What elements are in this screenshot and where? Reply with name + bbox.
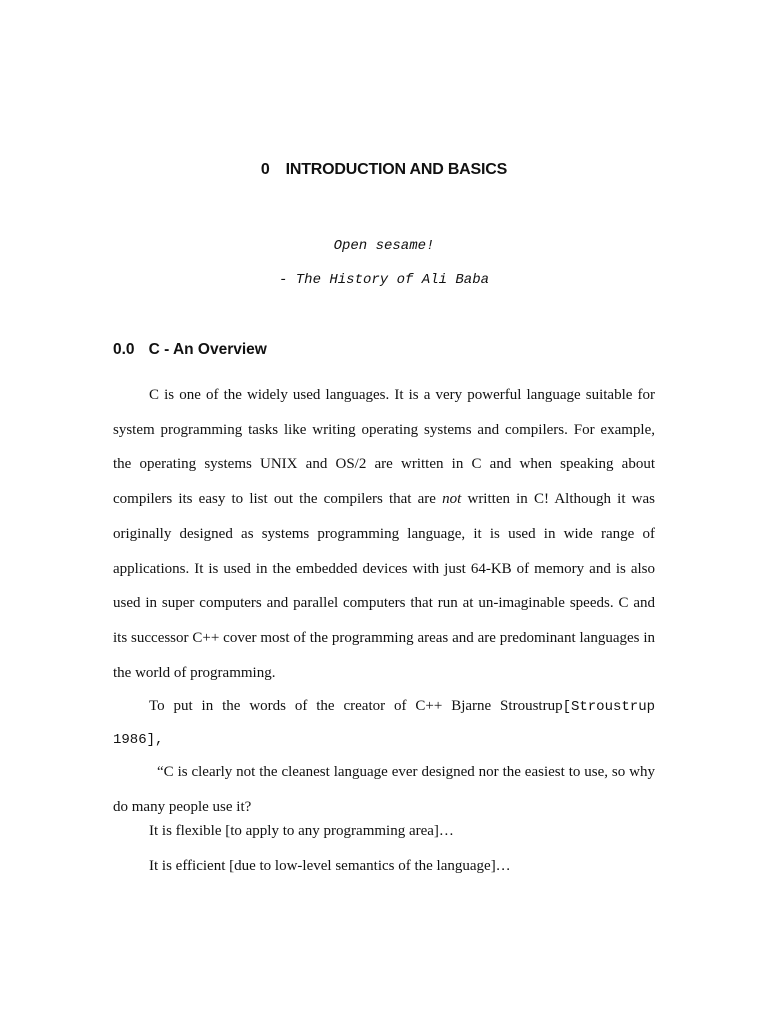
- citation-stroustrup: [Stroustrup 1986],: [113, 699, 655, 748]
- paragraph-flexible: It is flexible [to apply to any programming area]…: [149, 823, 454, 839]
- paragraph-stroustrup-text: To put in the words of the creator of C++ Bjarne Stroustrup: [149, 698, 563, 714]
- chapter-title-text: INTRODUCTION AND BASICS: [285, 161, 508, 178]
- paragraph-quote: “C is clearly not the cleanest language ever designed nor the easiest to use, so why do many people use it?: [113, 764, 655, 815]
- paragraph-overview-part-1: C is one of the widely used languages. It is a very powerful language suitable for system programming tasks like writing operating systems and compilers. For example, the operating systems UNIX and OS/2 are written in C and when speaking about compilers its easy to list out the compilers that are: [113, 387, 655, 508]
- chapter-title: [113, 161, 655, 179]
- epigraph-source: - The History of Ali Baba: [278, 272, 490, 288]
- paragraph-overview-part-2: written in C! Although it was originally designed as systems programming language, it is used in wide range of applications. It is used in the embedded devices with just 64-KB of memory and is also used in super computers and parallel computers that run at un-imaginable speeds. C and its successor C++ cover most of the programming areas and are predominant languages in the world of programming.: [113, 491, 655, 681]
- epigraph-quote: Open sesame!: [333, 238, 435, 254]
- section-title: [113, 341, 267, 359]
- paragraph-efficient: It is efficient [due to low-level semantics of the language]…: [149, 858, 511, 874]
- paragraph-stroustrup-intro: [113, 690, 655, 756]
- section-title-text: C - An Overview: [148, 341, 267, 358]
- emphasis-not: not: [442, 491, 462, 508]
- paragraph-overview: [113, 378, 655, 690]
- document-page: [113, 0, 655, 1024]
- section-number: 0.0: [113, 341, 135, 358]
- chapter-number: 0: [260, 161, 270, 178]
